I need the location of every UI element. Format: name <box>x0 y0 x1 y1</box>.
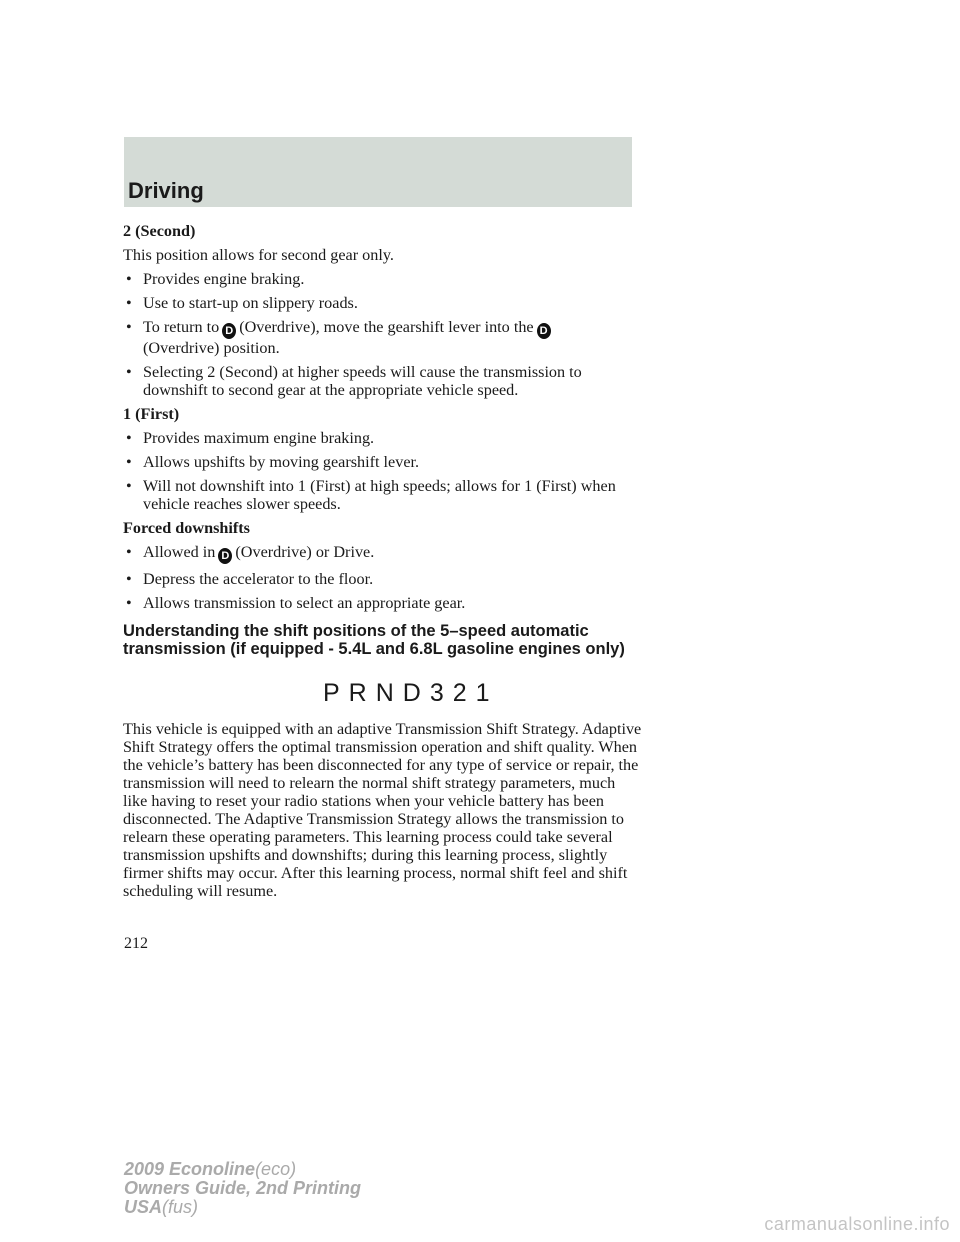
gear-selector-indicator: PRND321 <box>323 679 499 707</box>
list-item: • Depress the accelerator to the floor. <box>126 570 374 588</box>
site-watermark: carmanualsonline.info <box>764 1214 950 1234</box>
document-footer: 2009 Econoline(eco) Owners Guide, 2nd Printing USA(fus) <box>124 1159 362 1217</box>
overdrive-icon: D <box>222 323 236 339</box>
heading-understanding-shift-positions: Understanding the shift positions of the 5–speed automatic transmission (if equipped - 5.4L and 6.8L gasoline engines only) <box>123 622 625 658</box>
bullet-icon: • <box>126 270 132 288</box>
bullet-icon: • <box>126 429 132 447</box>
adaptive-strategy-paragraph: This vehicle is equipped with an adaptive Transmission Shift Strategy. Adaptive Shift Strategy offers the optimal transmission operation and shift quality. When the vehicle’s battery has been disconnected for any type of service or repair, the transmission will need to relearn the normal shift strategy parameters, much like having to reset your radio stations when your vehicle battery has been disconnected. The Adaptive Transmission Strategy allows the transmission to relearn these operating parameters. This learning process could take several transmission upshifts and downshifts; during this learning process, slightly firmer shifts may occur. After this learning process, normal shift feel and shift scheduling will resume. <box>123 720 642 900</box>
list-item: • Provides engine braking. <box>126 270 305 288</box>
bullet-icon: • <box>126 318 132 336</box>
page-number: 212 <box>124 935 148 952</box>
section-title: Driving <box>128 178 204 203</box>
bullet-icon: • <box>126 363 132 381</box>
bullet-icon: • <box>126 570 132 588</box>
bullet-icon: • <box>126 543 132 561</box>
list-item: • Allowed in D (Overdrive) or Drive. <box>126 543 375 562</box>
list-item: • Provides maximum engine braking. <box>126 429 375 447</box>
list-item: • Use to start-up on slippery roads. <box>126 294 358 312</box>
heading-second: 2 (Second) <box>123 222 196 240</box>
overdrive-icon: D <box>218 548 232 564</box>
list-item: • Allows transmission to select an appropriate gear. <box>126 594 466 612</box>
page-body <box>123 222 643 900</box>
heading-forced-downshifts: Forced downshifts <box>123 519 250 537</box>
list-item: • Selecting 2 (Second) at higher speeds will cause the transmission to downshift to second gear at the appropriate vehicle speed. <box>126 363 582 399</box>
bullet-icon: • <box>126 477 132 495</box>
list-item: • Allows upshifts by moving gearshift lever. <box>126 453 420 471</box>
second-intro: This position allows for second gear only. <box>123 246 394 264</box>
list-item: • To return to D (Overdrive), move the gearshift lever into the D (Overdrive) position. <box>123 318 643 357</box>
overdrive-icon: D <box>537 323 551 339</box>
list-item: • Will not downshift into 1 (First) at high speeds; allows for 1 (First) when vehicle reaches slower speeds. <box>126 477 616 513</box>
heading-first: 1 (First) <box>123 405 180 423</box>
bullet-icon: • <box>126 594 132 612</box>
bullet-icon: • <box>126 453 132 471</box>
bullet-icon: • <box>126 294 132 312</box>
